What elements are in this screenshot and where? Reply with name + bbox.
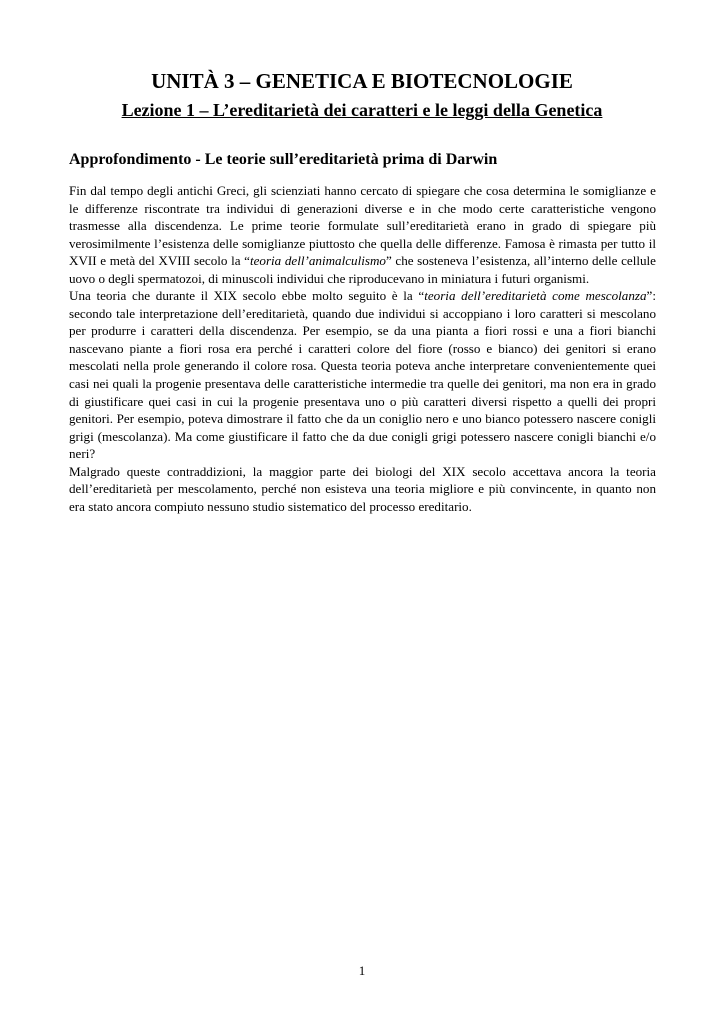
paragraph-1 [69, 182, 656, 287]
paragraph-2-text-a: Una teoria che durante il XIX secolo ebbe molto seguito è la “ [69, 288, 425, 304]
paragraph-3: Malgrado queste contraddizioni, la maggior parte dei biologi del XIX secolo accettava ancora la teoria dell’ereditarietà per mescolamento, perché non esisteva una teoria migliore e più convincente, in quanto non era stato ancora compiuto nessuno studio sistematico del processo ereditario. [69, 463, 656, 514]
paragraph-1-text-b: ” che sosteneva l’esistenza, all’interno delle cellule uovo o degli spermatozoi, di minuscoli individui che riproducevano in miniatura i futuri organismi. [69, 253, 656, 286]
page-title: UNITÀ 3 – GENETICA E BIOTECNOLOGIE [151, 69, 573, 93]
paragraph-2-emphasis: teoria dell’ereditarietà come mescolanza [424, 288, 647, 304]
paragraph-2 [69, 287, 656, 462]
body-text [69, 182, 656, 515]
paragraph-1-text-a: Fin dal tempo degli antichi Greci, gli scienziati hanno cercato di spiegare che cosa determina le somiglianze e le differenze riscontrate tra individui di generazioni diverse e in che modo certe caratteristiche vengono trasmesse alla discendenza. Le prime teorie formulate sull’ereditarietà erano in grado di spiegare più verosimilmente l’esistenza delle somiglianze piuttosto che quella delle differenze. Famosa è rimasta per tutto il XVII e metà del XVIII secolo la “ [69, 183, 656, 269]
lesson-subtitle: Lezione 1 – L’ereditarietà dei caratteri e le leggi della Genetica [121, 100, 603, 120]
paragraph-1-emphasis: teoria dell’animalculismo [249, 253, 386, 269]
section-title: Approfondimento - Le teorie sull’ereditarietà prima di Darwin [69, 151, 498, 168]
paragraph-2-text-b: ”: secondo tale interpretazione dell’ereditarietà, quando due individui si accoppiano i loro caratteri si mescolano per produrre i caratteri della discendenza. Per esempio, se da una pianta a fiori rossi e una a fiori bianchi nascevano piante a fiori rosa era perché i caratteri colore del fiore (rosso e bianco) dei genitori si erano mescolati nella prole generando il colore rosa. Questa teoria poteva anche interpretare convenientemente quei casi nei quali la progenie presentava delle caratteristiche intermedie tra quelle dei genitori, ma non era in grado di giustificare quei casi in cui la progenie presentava uno o più caratteri diversi rispetto a quelli dei propri genitori. Per esempio, poteva dimostrare il fatto che da un coniglio nero e uno bianco potessero nascere conigli grigi (mescolanza). Ma come giustificare il fatto che da due conigli grigi potessero nascere conigli bianchi e/o neri? [69, 288, 656, 462]
page-number: 1 [358, 963, 366, 978]
